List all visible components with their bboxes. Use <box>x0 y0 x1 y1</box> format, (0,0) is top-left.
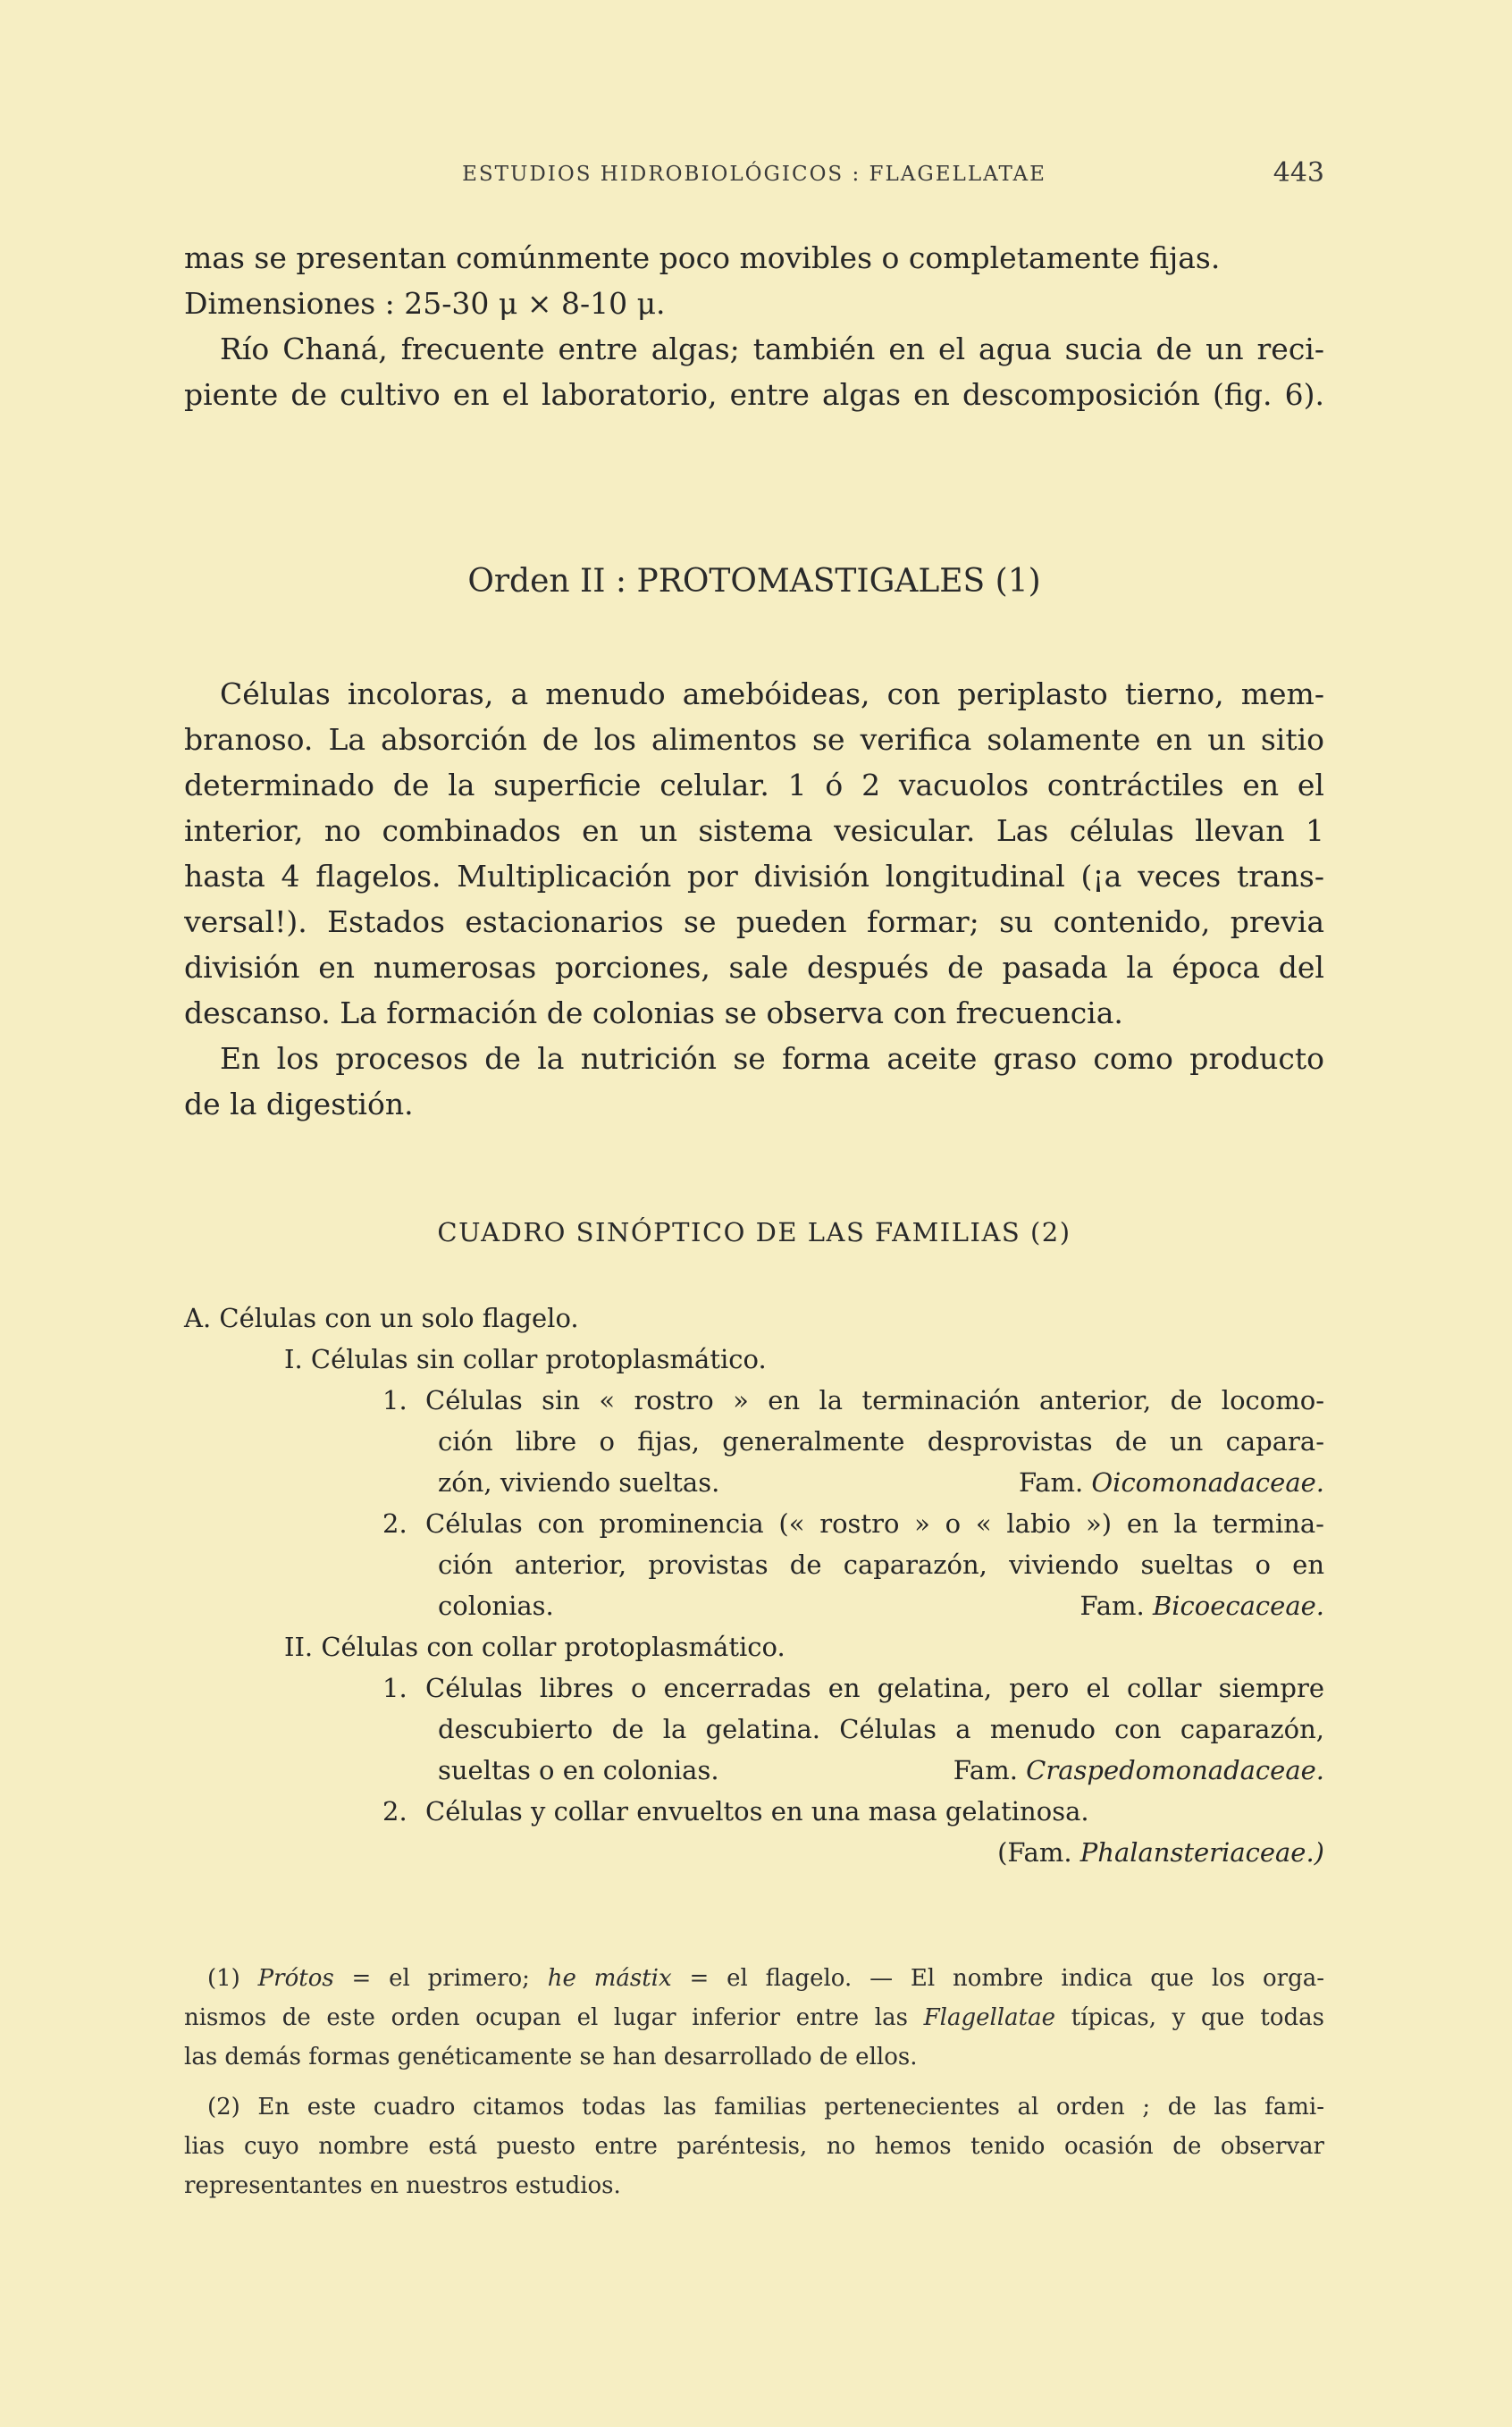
family-label: Craspedomonadaceae. <box>1026 1755 1324 1785</box>
page-header <box>184 157 1324 197</box>
key-entry-continuation <box>184 1750 1324 1791</box>
key-number: 1. <box>382 1385 407 1415</box>
greek-term: Prótos <box>257 1965 334 1992</box>
key-entry-continuation <box>184 1585 1324 1626</box>
running-title: ESTUDIOS HIDROBIOLÓGICOS : FLAGELLATAE <box>462 163 1046 186</box>
key-text: Células con prominencia (« rostro » o « labio ») en la termina- <box>425 1508 1324 1539</box>
key-entry-i-2 <box>184 1503 1324 1544</box>
family-label: Bicoecaceae. <box>1152 1591 1324 1621</box>
family-prefix: (Fam. <box>997 1837 1072 1868</box>
family-prefix: Fam. <box>953 1755 1018 1785</box>
text-line: hasta 4 flagelos. Multiplicación por división longitudinal (¡a veces trans- <box>184 859 1324 894</box>
footnote-1 <box>184 1959 1324 2077</box>
key-entry-i-1 <box>184 1380 1324 1421</box>
key-text: Células y collar envueltos en una masa gelatinosa. <box>425 1796 1089 1827</box>
family-name <box>997 1832 1324 1873</box>
text-line: mas se presentan comúnmente poco movibles o completamente fijas. <box>184 240 1221 275</box>
intro-paragraph <box>184 235 1324 417</box>
key-entry-continuation <box>184 1462 1324 1503</box>
text-line: piente de cultivo en el laboratorio, entre algas en descomposición (fig. 6). <box>184 377 1324 412</box>
family-name <box>953 1750 1324 1791</box>
key-text: Células sin « rostro » en la terminación anterior, de locomo- <box>425 1385 1324 1415</box>
text-line: Dimensiones : 25-30 μ × 8-10 μ. <box>184 286 666 321</box>
key-entry-i <box>184 1339 1324 1380</box>
key-number: 1. <box>382 1673 407 1703</box>
text-line: branoso. La absorción de los alimentos se verifica solamente en un sitio <box>184 722 1324 757</box>
text-line: En los procesos de la nutrición se forma aceite graso como producto <box>220 1041 1324 1076</box>
footnote-line: representantes en nuestros estudios. <box>184 2172 621 2199</box>
footnote-line <box>184 1959 1324 1998</box>
key-entry-a <box>184 1297 1324 1339</box>
footnote-line: (2) En este cuadro citamos todas las familias pertenecientes al orden ; de las fami- <box>207 2094 1324 2120</box>
key-text: ción anterior, provistas de caparazón, viviendo sueltas o en <box>438 1549 1324 1580</box>
text-line: determinado de la superficie celular. 1 ó 2 vacuolos contráctiles en el <box>184 768 1324 802</box>
family-name <box>1019 1462 1324 1503</box>
order-description <box>184 671 1324 1127</box>
footnote-text: = el flagelo. — El nombre indica que los orga- <box>689 1965 1324 1992</box>
key-text: sueltas o en colonias. <box>438 1755 719 1785</box>
key-entry-ii <box>184 1626 1324 1667</box>
text-line: Río Chaná, frecuente entre algas; también en el agua sucia de un reci- <box>220 332 1324 366</box>
text-line: división en numerosas porciones, sale después de pasada la época del <box>184 950 1324 985</box>
footnote-line <box>184 1998 1324 2037</box>
text-line: interior, no combinados en un sistema vesicular. Las células llevan 1 <box>184 813 1324 848</box>
key-text: descubierto de la gelatina. Células a menudo con caparazón, <box>438 1714 1324 1744</box>
footnote-text: típicas, y que todas <box>1071 2004 1324 2031</box>
key-entry-continuation <box>184 1544 1324 1585</box>
text-line: descanso. La formación de colonias se observa con frecuencia. <box>184 995 1123 1030</box>
family-name <box>1080 1585 1324 1626</box>
key-entry-ii-1 <box>184 1667 1324 1709</box>
order-heading: Orden II : PROTOMASTIGALES (1) <box>467 563 1041 600</box>
family-prefix: Fam. <box>1019 1467 1084 1498</box>
key-text: colonias. <box>438 1591 554 1621</box>
text-line: Células incoloras, a menudo amebóideas, con periplasto tierno, mem- <box>220 676 1324 711</box>
key-number: 2. <box>382 1508 407 1539</box>
key-text: II. Células con collar protoplasmático. <box>284 1632 785 1662</box>
key-entry-continuation <box>184 1421 1324 1462</box>
key-entry-continuation <box>184 1832 1324 1873</box>
key-entry-ii-2 <box>184 1791 1324 1832</box>
family-label: Phalansteriaceae.) <box>1079 1837 1324 1868</box>
synoptic-key <box>184 1297 1324 1873</box>
synopsis-heading: CUADRO SINÓPTICO DE LAS FAMILIAS (2) <box>437 1217 1071 1247</box>
footnote-line: lias cuyo nombre está puesto entre paréntesis, no hemos tenido ocasión de observar <box>184 2133 1324 2160</box>
key-text: Células libres o encerradas en gelatina, pero el collar siempre <box>425 1673 1324 1703</box>
page-number: 443 <box>1273 157 1324 189</box>
greek-term: he mástix <box>547 1965 672 1992</box>
key-text: A. Células con un solo flagelo. <box>184 1303 579 1333</box>
key-text: ción libre o fijas, generalmente desprovistas de un capara- <box>438 1426 1324 1457</box>
key-entry-continuation <box>184 1709 1324 1750</box>
footnote-text: nismos de este orden ocupan el lugar inferior entre las <box>184 2004 908 2031</box>
footnote-2 <box>184 2087 1324 2205</box>
footnote-mark: (1) <box>207 1965 240 1992</box>
family-label: Oicomonadaceae. <box>1091 1467 1324 1498</box>
key-text: I. Células sin collar protoplasmático. <box>284 1344 767 1374</box>
footnote-line: las demás formas genéticamente se han desarrollado de ellos. <box>184 2044 918 2070</box>
text-line: versal!). Estados estacionarios se pueden formar; su contenido, previa <box>184 904 1324 939</box>
key-text: zón, viviendo sueltas. <box>438 1467 720 1498</box>
footnote-text: = el primero; <box>351 1965 530 1992</box>
key-number: 2. <box>382 1796 407 1827</box>
text-line: de la digestión. <box>184 1087 414 1121</box>
family-prefix: Fam. <box>1079 1591 1145 1621</box>
taxon-name: Flagellatae <box>923 2004 1055 2031</box>
